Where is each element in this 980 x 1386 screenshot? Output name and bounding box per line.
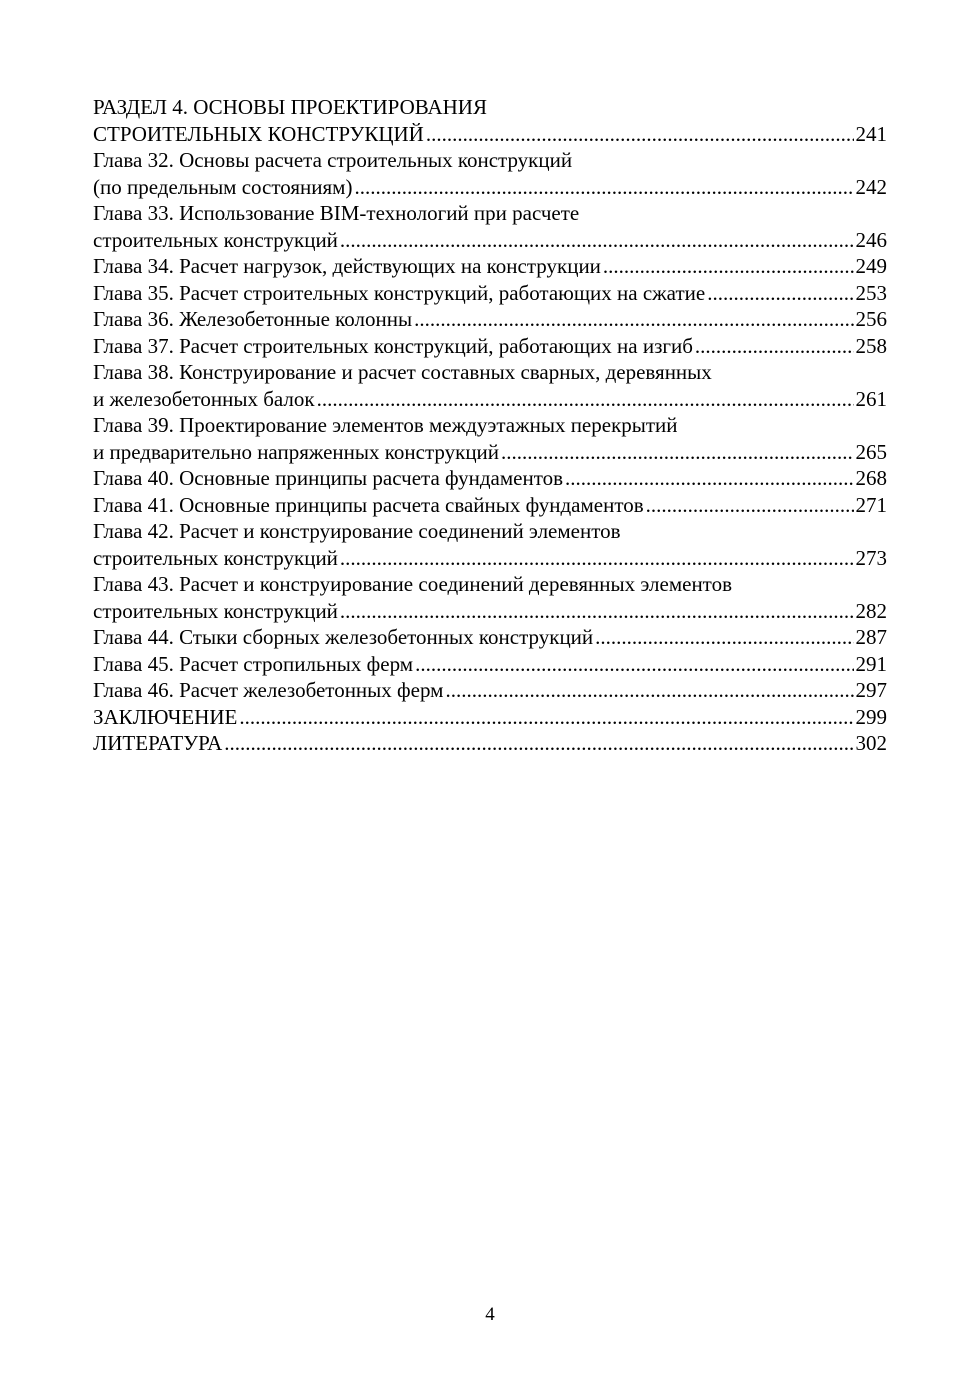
toc-entry[interactable] [93,333,887,360]
dot-leader [224,730,853,757]
toc-entry-title-line: Глава 43. Расчет и конструирование соединений деревянных элементов [93,572,732,596]
toc-entry-title-line: Глава 34. Расчет нагрузок, действующих на конструкции [93,254,601,278]
dot-leader [565,465,853,492]
toc-entry-title-line: (по предельным состояниям) [93,174,353,199]
dot-leader [445,677,853,704]
toc-entry-final-line [93,651,887,678]
dot-leader [695,333,854,360]
page-number: 4 [485,1304,495,1325]
toc-entry-title-line: Глава 45. Расчет стропильных ферм [93,651,414,676]
dot-leader [426,121,854,148]
toc-entry-final-line [93,704,887,731]
toc-entry[interactable] [93,651,887,678]
toc-entry-page: 253 [855,280,887,305]
dot-leader [707,280,853,307]
toc-entry-title-line: строительных конструкций [93,598,338,623]
toc-entry-final-line [93,730,887,757]
dot-leader [646,492,854,519]
toc-entry-page: 241 [855,121,887,146]
toc-entry[interactable] [93,280,887,307]
toc-entry[interactable] [93,359,887,412]
dot-leader [414,306,853,333]
toc-entry[interactable] [93,730,887,757]
toc-entry-title-line: строительных конструкций [93,545,338,570]
toc-entry-final-line [93,121,887,148]
toc-entry-page: 282 [855,598,887,623]
toc-entry-title-line: ЛИТЕРАТУРА [93,731,223,755]
toc-entry[interactable] [93,465,887,492]
toc-entry-title-line: Глава 42. Расчет и конструирование соединений элементов [93,519,621,543]
toc-entry-title-line: Глава 37. Расчет строительных конструкций, работающих на изгиб [93,333,693,358]
toc-entry-final-line [93,333,887,360]
toc-entry[interactable] [93,677,887,704]
toc-entry[interactable] [93,518,887,571]
toc-entry-page: 297 [855,678,887,702]
toc-entry[interactable] [93,412,887,465]
toc-entry-final-line [93,598,887,625]
toc-entry[interactable] [93,492,887,519]
toc-entry-page: 242 [855,174,887,199]
toc-entry-final-line [93,492,887,519]
toc-entry-page: 302 [855,731,887,755]
toc-entry[interactable] [93,624,887,651]
toc-entry-title-line: Глава 39. Проектирование элементов междуэтажных перекрытий [93,413,678,437]
toc-entry-title-line: строительных конструкций [93,227,338,252]
dot-leader [340,227,854,254]
toc-entry-title-line: ЗАКЛЮЧЕНИЕ [93,704,238,729]
toc-entry[interactable] [93,306,887,333]
toc-entry-page: 271 [855,492,887,517]
dot-leader [415,651,853,678]
toc-entry-title-line: Глава 35. Расчет строительных конструкций, работающих на сжатие [93,280,706,305]
toc-entry-final-line [93,677,887,704]
toc-entry-title-line: РАЗДЕЛ 4. ОСНОВЫ ПРОЕКТИРОВАНИЯ [93,95,487,119]
toc-entry-page: 258 [855,333,887,358]
toc-entry-final-line [93,545,887,572]
toc-entry-title-line: Глава 44. Стыки сборных железобетонных конструкций [93,625,594,649]
dot-leader [595,624,853,651]
dot-leader [603,253,854,280]
toc-entry-page: 249 [855,254,887,278]
toc-entry-page: 299 [855,704,887,729]
dot-leader [317,386,854,413]
toc-entry-title-line: Глава 36. Железобетонные колонны [93,307,413,331]
dot-leader [340,598,854,625]
toc-entry[interactable] [93,200,887,253]
toc-entry-title-line: Глава 46. Расчет железобетонных ферм [93,678,444,702]
toc-entry-page: 256 [855,307,887,331]
dot-leader [501,439,853,466]
toc-entry-title-line: Глава 32. Основы расчета строительных конструкций [93,148,573,172]
table-of-contents [93,94,887,757]
dot-leader [340,545,854,572]
toc-entry-title-line: СТРОИТЕЛЬНЫХ КОНСТРУКЦИЙ [93,121,424,146]
toc-entry-final-line [93,306,887,333]
toc-entry[interactable] [93,147,887,200]
dot-leader [354,174,853,201]
toc-entry-page: 273 [855,545,887,570]
toc-entry-page: 268 [855,466,887,490]
toc-entry-final-line [93,280,887,307]
toc-entry-title-line: Глава 41. Основные принципы расчета свайных фундаментов [93,492,644,517]
toc-entry-final-line [93,439,887,466]
toc-entry-title-line: и железобетонных балок [93,386,315,411]
toc-entry-page: 265 [855,439,887,464]
toc-entry-final-line [93,624,887,651]
toc-entry-final-line [93,253,887,280]
toc-entry[interactable] [93,704,887,731]
toc-entry[interactable] [93,253,887,280]
toc-entry-page: 246 [855,227,887,252]
toc-entry-title-line: и предварительно напряженных конструкций [93,439,500,464]
toc-entry-page: 287 [855,625,887,649]
toc-entry-final-line [93,465,887,492]
dot-leader [239,704,853,731]
toc-entry-final-line [93,386,887,413]
toc-entry-final-line [93,174,887,201]
toc-entry-page: 291 [855,651,887,676]
toc-entry-title-line: Глава 33. Использование BIM-технологий при расчете [93,201,580,225]
toc-entry-title-line: Глава 38. Конструирование и расчет составных сварных, деревянных [93,360,712,384]
toc-entry[interactable] [93,94,887,147]
toc-entry-page: 261 [855,386,887,411]
toc-entry[interactable] [93,571,887,624]
toc-entry-title-line: Глава 40. Основные принципы расчета фундаментов [93,466,564,490]
toc-entry-final-line [93,227,887,254]
